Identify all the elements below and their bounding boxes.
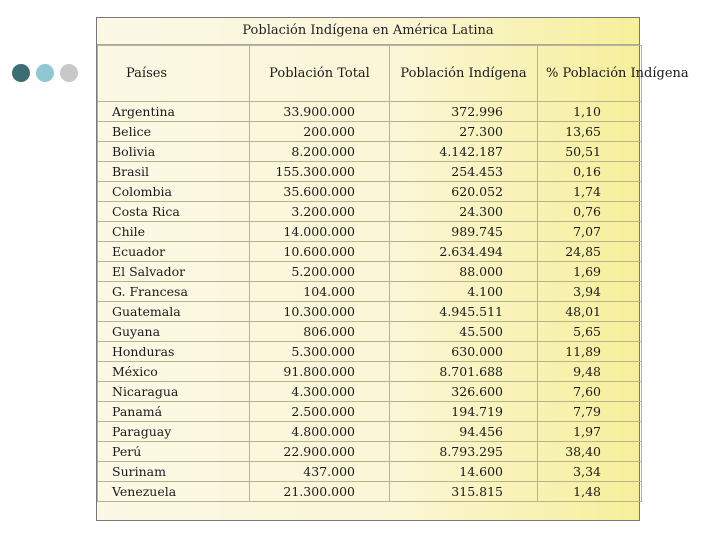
- table-title: Población Indígena en América Latina: [97, 18, 639, 45]
- cell-indigenous-percent: 3,94: [538, 282, 642, 302]
- table-row: [98, 342, 642, 362]
- cell-country: Nicaragua: [98, 382, 250, 402]
- cell-total-population: 437.000: [250, 462, 390, 482]
- cell-indigenous-population: 94.456: [390, 422, 538, 442]
- table-row: [98, 322, 642, 342]
- cell-indigenous-percent: 50,51: [538, 142, 642, 162]
- table-row: [98, 202, 642, 222]
- cell-country: Argentina: [98, 102, 250, 122]
- cell-total-population: 4.300.000: [250, 382, 390, 402]
- table-row: [98, 142, 642, 162]
- dot-dark-teal: [12, 64, 30, 82]
- table-row: [98, 462, 642, 482]
- cell-country: Guyana: [98, 322, 250, 342]
- table-row: [98, 422, 642, 442]
- table-row: [98, 302, 642, 322]
- cell-indigenous-percent: 7,60: [538, 382, 642, 402]
- cell-country: G. Francesa: [98, 282, 250, 302]
- cell-total-population: 21.300.000: [250, 482, 390, 502]
- table-row: [98, 382, 642, 402]
- cell-total-population: 4.800.000: [250, 422, 390, 442]
- table-body: [98, 102, 642, 502]
- cell-total-population: 33.900.000: [250, 102, 390, 122]
- cell-country: Bolivia: [98, 142, 250, 162]
- cell-indigenous-percent: 38,40: [538, 442, 642, 462]
- cell-indigenous-percent: 1,10: [538, 102, 642, 122]
- cell-country: Belice: [98, 122, 250, 142]
- cell-indigenous-percent: 1,69: [538, 262, 642, 282]
- indigenous-population-table: [97, 45, 689, 502]
- cell-indigenous-percent: 3,34: [538, 462, 642, 482]
- cell-indigenous-population: 45.500: [390, 322, 538, 342]
- cell-indigenous-percent: 11,89: [538, 342, 642, 362]
- table-row: [98, 222, 642, 242]
- cell-indigenous-population: 989.745: [390, 222, 538, 242]
- header-indigenous-percent: % Población Indígena: [538, 46, 642, 102]
- cell-indigenous-percent: 7,79: [538, 402, 642, 422]
- cell-total-population: 155.300.000: [250, 162, 390, 182]
- cell-indigenous-percent: 7,07: [538, 222, 642, 242]
- table-row: [98, 102, 642, 122]
- cell-country: Ecuador: [98, 242, 250, 262]
- cell-total-population: 104.000: [250, 282, 390, 302]
- cell-country: México: [98, 362, 250, 382]
- cell-indigenous-population: 8.701.688: [390, 362, 538, 382]
- cell-total-population: 2.500.000: [250, 402, 390, 422]
- cell-total-population: 10.600.000: [250, 242, 390, 262]
- table-row: [98, 262, 642, 282]
- cell-total-population: 35.600.000: [250, 182, 390, 202]
- cell-country: Guatemala: [98, 302, 250, 322]
- cell-country: El Salvador: [98, 262, 250, 282]
- header-countries: Países: [98, 46, 250, 102]
- cell-indigenous-population: 4.100: [390, 282, 538, 302]
- cell-indigenous-percent: 0,16: [538, 162, 642, 182]
- dot-gray: [60, 64, 78, 82]
- cell-indigenous-population: 8.793.295: [390, 442, 538, 462]
- table-row: [98, 442, 642, 462]
- population-table-image: [96, 17, 689, 521]
- cell-indigenous-population: 24.300: [390, 202, 538, 222]
- cell-indigenous-percent: 9,48: [538, 362, 642, 382]
- cell-indigenous-population: 620.052: [390, 182, 538, 202]
- cell-country: Costa Rica: [98, 202, 250, 222]
- cell-indigenous-population: 4.142.187: [390, 142, 538, 162]
- cell-total-population: 14.000.000: [250, 222, 390, 242]
- table-header-row: [98, 46, 642, 102]
- cell-country: Brasil: [98, 162, 250, 182]
- cell-total-population: 3.200.000: [250, 202, 390, 222]
- cell-indigenous-percent: 0,76: [538, 202, 642, 222]
- cell-country: Honduras: [98, 342, 250, 362]
- cell-country: Venezuela: [98, 482, 250, 502]
- cell-total-population: 8.200.000: [250, 142, 390, 162]
- cell-indigenous-percent: 13,65: [538, 122, 642, 142]
- cell-indigenous-percent: 5,65: [538, 322, 642, 342]
- cell-indigenous-percent: 48,01: [538, 302, 642, 322]
- dot-light-blue: [36, 64, 54, 82]
- table-row: [98, 482, 642, 502]
- cell-indigenous-percent: 24,85: [538, 242, 642, 262]
- cell-indigenous-population: 2.634.494: [390, 242, 538, 262]
- cell-total-population: 5.300.000: [250, 342, 390, 362]
- table-row: [98, 362, 642, 382]
- table-row: [98, 402, 642, 422]
- cell-indigenous-population: 194.719: [390, 402, 538, 422]
- cell-country: Panamá: [98, 402, 250, 422]
- cell-indigenous-percent: 1,48: [538, 482, 642, 502]
- table-row: [98, 182, 642, 202]
- cell-total-population: 22.900.000: [250, 442, 390, 462]
- header-total-population: Población Total: [250, 46, 390, 102]
- cell-indigenous-population: 326.600: [390, 382, 538, 402]
- table-row: [98, 122, 642, 142]
- cell-indigenous-population: 14.600: [390, 462, 538, 482]
- cell-country: Chile: [98, 222, 250, 242]
- cell-country: Colombia: [98, 182, 250, 202]
- cell-total-population: 91.800.000: [250, 362, 390, 382]
- cell-indigenous-population: 372.996: [390, 102, 538, 122]
- cell-country: Perú: [98, 442, 250, 462]
- cell-indigenous-population: 254.453: [390, 162, 538, 182]
- header-indigenous-population: Población Indígena: [390, 46, 538, 102]
- table-row: [98, 162, 642, 182]
- cell-country: Paraguay: [98, 422, 250, 442]
- cell-country: Surinam: [98, 462, 250, 482]
- table-row: [98, 242, 642, 262]
- cell-total-population: 10.300.000: [250, 302, 390, 322]
- table-row: [98, 282, 642, 302]
- cell-indigenous-population: 27.300: [390, 122, 538, 142]
- cell-total-population: 5.200.000: [250, 262, 390, 282]
- cell-total-population: 806.000: [250, 322, 390, 342]
- cell-indigenous-population: 630.000: [390, 342, 538, 362]
- cell-indigenous-population: 88.000: [390, 262, 538, 282]
- cell-indigenous-percent: 1,74: [538, 182, 642, 202]
- slide-bullet-dots: [12, 64, 78, 82]
- cell-total-population: 200.000: [250, 122, 390, 142]
- cell-indigenous-percent: 1,97: [538, 422, 642, 442]
- cell-indigenous-population: 315.815: [390, 482, 538, 502]
- cell-indigenous-population: 4.945.511: [390, 302, 538, 322]
